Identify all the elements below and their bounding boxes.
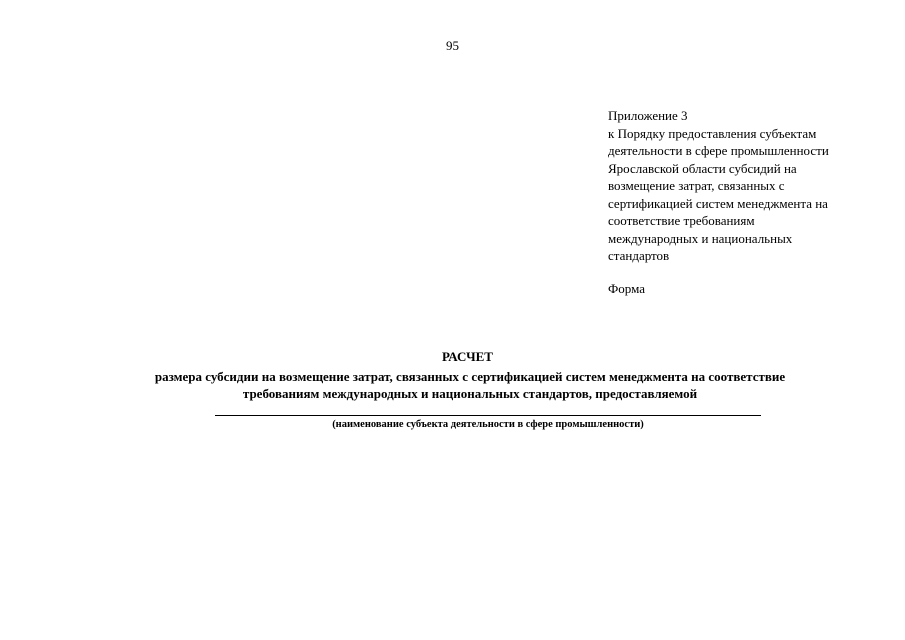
appendix-line: к Порядку предоставления субъектам	[608, 125, 817, 141]
calculation-title: РАСЧЕТ	[442, 349, 493, 364]
appendix-line: стандартов	[608, 248, 670, 263]
appendix-line: международных и национальных	[608, 230, 793, 246]
appendix-line: деятельности в сфере промышленности	[608, 143, 829, 158]
subtitle-line: размера субсидии на возмещение затрат, связанных с сертификацией систем менеджмента на соответствие	[154, 369, 786, 384]
subtitle-line: требованиям международных и национальных стандартов, предоставляемой	[242, 386, 698, 401]
appendix-header	[608, 107, 900, 265]
page-number: 95	[446, 38, 459, 53]
appendix-line: сертификацией систем менеджмента на	[608, 195, 828, 211]
appendix-line: Ярославской области субсидий на	[608, 160, 797, 176]
form-label: Форма	[608, 281, 645, 296]
appendix-line: соответствие требованиям	[608, 213, 755, 228]
entity-name-line	[215, 415, 761, 416]
appendix-line: возмещение затрат, связанных с	[608, 178, 785, 193]
entity-name-caption: (наименование субъекта деятельности в сфере промышленности)	[332, 419, 644, 430]
appendix-line: Приложение 3	[608, 108, 688, 123]
calculation-subtitle	[60, 368, 880, 402]
